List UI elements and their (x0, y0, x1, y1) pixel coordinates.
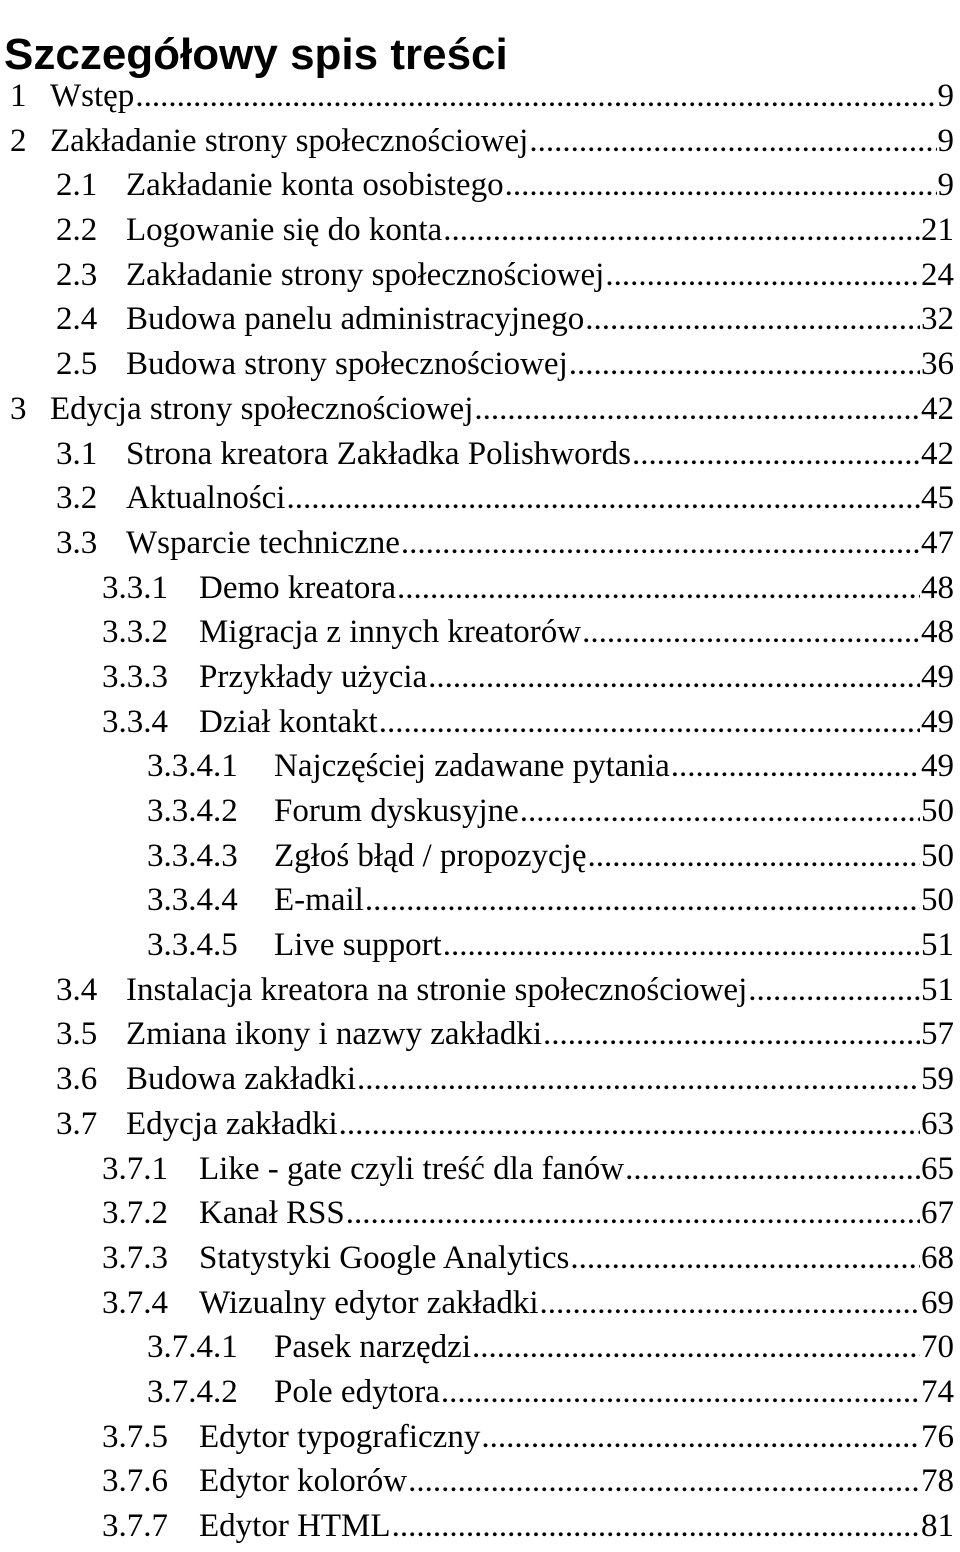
toc-entry-line (147, 1325, 954, 1370)
page-title: Szczegółowy spis treści (4, 30, 508, 80)
toc-entry-number: 3.3.4.3 (147, 837, 238, 874)
toc-entry[interactable] (0, 163, 960, 208)
dot-leader (443, 923, 920, 968)
toc-entry-number: 3.3 (56, 524, 98, 561)
toc-entry-number: 2.2 (56, 212, 98, 249)
dot-leader (472, 1325, 920, 1370)
dot-leader (582, 610, 920, 655)
toc-entry-title: Pole edytora (274, 1373, 440, 1410)
toc-entry[interactable] (0, 1012, 960, 1057)
toc-entry-page-number: 49 (921, 748, 954, 785)
toc-entry-page-number: 24 (921, 256, 954, 293)
toc-entry-number: 3.3.1 (102, 569, 168, 606)
toc-entry-title: Logowanie się do konta (126, 212, 443, 249)
dot-leader (135, 74, 936, 119)
toc-entry-title: Like - gate czyli treść dla fanów (199, 1150, 625, 1187)
toc-entry-number: 3.3.4.1 (147, 748, 238, 785)
toc-entry-line (10, 119, 954, 164)
toc-entry[interactable] (0, 610, 960, 655)
toc-entry-number: 2 (10, 122, 27, 159)
toc-entry-title: Dział kontakt (199, 703, 378, 740)
toc-entry-title: Budowa strony społecznościowej (126, 346, 568, 383)
dot-leader (339, 1102, 920, 1147)
dot-leader (357, 1057, 920, 1102)
toc-entry-page-number: 69 (921, 1284, 954, 1321)
dot-leader (543, 1012, 920, 1057)
toc-entry-title: Strona kreatora Zakładka Polishwords (126, 435, 631, 472)
dot-leader (540, 1281, 920, 1326)
toc-entry-line (102, 1191, 954, 1236)
dot-leader (346, 1191, 920, 1236)
toc-entry-line (56, 521, 954, 566)
toc-entry-number: 1 (10, 78, 27, 114)
toc-entry-title: Migracja z innych kreatorów (199, 614, 582, 651)
toc-entry-title: Statystyki Google Analytics (199, 1239, 570, 1276)
toc-entry-title: Wstęp (50, 78, 135, 114)
toc-entry-title: E-mail (274, 882, 364, 919)
toc-entry-line (102, 1281, 954, 1326)
toc-entry-page-number: 67 (921, 1195, 954, 1232)
toc-entry-number: 3.3.4.5 (147, 927, 238, 964)
toc-entry-page-number: 21 (921, 212, 954, 249)
toc-entry[interactable] (0, 744, 960, 789)
toc-entry-page-number: 63 (921, 1105, 954, 1142)
toc-entry-title: Kanał RSS (199, 1195, 345, 1232)
toc-entry-line (102, 1236, 954, 1281)
toc-entry-line (147, 834, 954, 879)
dot-leader (481, 1415, 920, 1460)
dot-leader (365, 878, 920, 923)
toc-entry-line (102, 1459, 954, 1504)
dot-leader (401, 521, 920, 566)
dot-leader (748, 968, 920, 1013)
toc-entry[interactable] (0, 74, 960, 119)
toc-entry-number: 3.7.5 (102, 1418, 168, 1455)
toc-entry-page-number: 76 (921, 1418, 954, 1455)
toc-entry-number: 3 (10, 390, 27, 427)
toc-entry-page-number: 9 (937, 78, 954, 114)
toc-entry[interactable] (0, 566, 960, 611)
toc-entry-title: Edytor HTML (199, 1508, 391, 1544)
toc-entry-title: Edycja zakładki (126, 1105, 338, 1142)
dot-leader (671, 744, 920, 789)
toc-entry-page-number: 48 (921, 614, 954, 651)
toc-entry-page-number: 50 (921, 837, 954, 874)
toc-entry-page-number: 68 (921, 1239, 954, 1276)
toc-entry-page-number: 78 (921, 1463, 954, 1500)
toc-entry-number: 3.2 (56, 480, 98, 517)
toc-entry[interactable] (0, 1191, 960, 1236)
toc-entry-number: 2.4 (56, 301, 98, 338)
toc-entry-line (102, 1415, 954, 1460)
toc-entry-line (56, 208, 954, 253)
toc-entry-number: 3.3.3 (102, 658, 168, 695)
toc-entry-number: 3.3.4.4 (147, 882, 238, 919)
toc-entry-number: 3.7.2 (102, 1195, 168, 1232)
toc-entry[interactable] (0, 789, 960, 834)
toc-entry[interactable] (0, 1370, 960, 1415)
toc-entry[interactable] (0, 208, 960, 253)
toc-entry-page-number: 36 (921, 346, 954, 383)
toc-entry-number: 3.7 (56, 1105, 98, 1142)
toc-entry[interactable] (0, 1459, 960, 1504)
toc-entry-line (102, 610, 954, 655)
toc-entry-number: 3.7.1 (102, 1150, 168, 1187)
toc-entry-page-number: 45 (921, 480, 954, 517)
toc-entry-title: Forum dyskusyjne (274, 793, 519, 829)
toc-entry-line (56, 1057, 954, 1102)
dot-leader (625, 1147, 920, 1192)
toc-entry-number: 2.1 (56, 167, 98, 204)
toc-entry-line (102, 655, 954, 700)
toc-entry-line (56, 968, 954, 1013)
toc-entry-line (147, 878, 954, 923)
toc-entry-title: Wsparcie techniczne (126, 524, 400, 561)
toc-entry-line (56, 476, 954, 521)
toc-entry-number: 3.7.4.2 (147, 1373, 238, 1410)
toc-entry-title: Zakładanie strony społecznościowej (126, 256, 605, 293)
toc-entry-page-number: 51 (921, 971, 954, 1008)
toc-entry[interactable] (0, 923, 960, 968)
toc-entry-page-number: 9 (937, 167, 954, 204)
toc-entry[interactable] (0, 1057, 960, 1102)
toc-entry-title: Instalacja kreatora na stronie społecznościowej (126, 971, 748, 1008)
toc-entry-number: 3.5 (56, 1016, 98, 1053)
toc-entry-line (147, 1370, 954, 1415)
toc-entry-number: 3.7.6 (102, 1463, 168, 1500)
toc-entry-number: 2.3 (56, 256, 98, 293)
toc-entry[interactable] (0, 700, 960, 745)
toc-entry[interactable] (0, 342, 960, 387)
toc-entry-page-number: 70 (921, 1329, 954, 1366)
toc-entry-page-number: 9 (937, 122, 954, 159)
toc-entry-line (102, 1504, 954, 1549)
toc-entry-number: 3.7.3 (102, 1239, 168, 1276)
toc-entry[interactable] (0, 1504, 960, 1549)
toc-entry-page-number: 74 (921, 1373, 954, 1410)
toc-entry-line (102, 700, 954, 745)
toc-entry-line (147, 789, 954, 834)
toc-entry-page-number: 42 (921, 435, 954, 472)
toc-entry-title: Wizualny edytor zakładki (199, 1284, 539, 1321)
toc-entry[interactable] (0, 253, 960, 298)
toc-entry-number: 2.5 (56, 346, 98, 383)
toc-entry-line (147, 744, 954, 789)
dot-leader (392, 1504, 920, 1549)
toc-entry-number: 3.4 (56, 971, 98, 1008)
toc-entry-title: Edycja strony społecznościowej (50, 390, 474, 427)
toc-entry[interactable] (0, 521, 960, 566)
toc-entry-number: 3.7.4 (102, 1284, 168, 1321)
toc-entry-line (147, 923, 954, 968)
toc-entry-line (102, 566, 954, 611)
toc-entry-page-number: 51 (921, 927, 954, 964)
toc-entry-line (56, 163, 954, 208)
toc-entry-line (56, 253, 954, 298)
toc-entry-page-number: 47 (921, 524, 954, 561)
dot-leader (443, 208, 920, 253)
toc-entry[interactable] (0, 968, 960, 1013)
toc-entry-title: Zmiana ikony i nazwy zakładki (126, 1016, 543, 1053)
toc-entry-title: Zakładanie konta osobistego (126, 167, 504, 204)
toc-entry[interactable] (0, 119, 960, 164)
dot-leader (585, 297, 920, 342)
toc-entry-line (56, 342, 954, 387)
toc-entry-title: Zakładanie strony społecznościowej (50, 122, 529, 159)
dot-leader (605, 253, 920, 298)
dot-leader (588, 834, 920, 879)
toc-entry[interactable] (0, 297, 960, 342)
dot-leader (379, 700, 920, 745)
toc-entry-page-number: 50 (921, 882, 954, 919)
dot-leader (397, 566, 920, 611)
toc-entry-page-number: 59 (921, 1061, 954, 1098)
dot-leader (505, 163, 937, 208)
toc-entry-title: Zgłoś błąd / propozycję (274, 837, 587, 874)
toc-entry-title: Najczęściej zadawane pytania (274, 748, 670, 785)
dot-leader (441, 1370, 920, 1415)
toc-entry-page-number: 32 (921, 301, 954, 338)
toc-entry-title: Pasek narzędzi (274, 1329, 471, 1366)
dot-leader (632, 432, 920, 477)
toc-entry-title: Budowa zakładki (126, 1061, 357, 1098)
toc-entry[interactable] (0, 1281, 960, 1326)
toc-entry-title: Budowa panelu administracyjnego (126, 301, 585, 338)
table-of-contents (0, 74, 960, 1549)
toc-entry-title: Edytor typograficzny (199, 1418, 481, 1455)
toc-entry-number: 3.3.4.2 (147, 793, 238, 829)
toc-entry-title: Aktualności (126, 480, 286, 517)
toc-entry-line (56, 1012, 954, 1057)
toc-entry-page-number: 50 (921, 793, 954, 829)
toc-entry-line (102, 1147, 954, 1192)
dot-leader (520, 789, 920, 834)
toc-entry-line (56, 1102, 954, 1147)
toc-entry-page-number: 81 (921, 1508, 954, 1544)
toc-entry-page-number: 42 (921, 390, 954, 427)
toc-entry-number: 3.3.4 (102, 703, 168, 740)
toc-entry-title: Demo kreatora (199, 569, 396, 606)
dot-leader (569, 342, 920, 387)
toc-entry[interactable] (0, 476, 960, 521)
toc-entry-line (10, 387, 954, 432)
toc-entry[interactable] (0, 1415, 960, 1460)
dot-leader (408, 1459, 920, 1504)
toc-entry-line (56, 297, 954, 342)
toc-entry[interactable] (0, 1147, 960, 1192)
toc-entry-number: 3.6 (56, 1061, 98, 1098)
dot-leader (286, 476, 920, 521)
toc-entry-page-number: 48 (921, 569, 954, 606)
dot-leader (529, 119, 936, 164)
toc-entry-number: 3.7.7 (102, 1508, 168, 1544)
toc-entry[interactable] (0, 387, 960, 432)
toc-entry-title: Edytor kolorów (199, 1463, 408, 1500)
toc-entry-page-number: 57 (921, 1016, 954, 1053)
dot-leader (474, 387, 920, 432)
toc-entry-number: 3.7.4.1 (147, 1329, 238, 1366)
toc-entry[interactable] (0, 1102, 960, 1147)
toc-entry-page-number: 65 (921, 1150, 954, 1187)
toc-entry-line (10, 74, 954, 119)
toc-entry-page-number: 49 (921, 703, 954, 740)
toc-entry[interactable] (0, 655, 960, 700)
toc-entry-number: 3.1 (56, 435, 98, 472)
toc-entry-line (56, 432, 954, 477)
toc-entry-title: Przykłady użycia (199, 658, 428, 695)
toc-entry-number: 3.3.2 (102, 614, 168, 651)
toc-entry[interactable] (0, 834, 960, 879)
toc-entry-page-number: 49 (921, 658, 954, 695)
toc-entry[interactable] (0, 1325, 960, 1370)
toc-entry[interactable] (0, 878, 960, 923)
toc-entry[interactable] (0, 1236, 960, 1281)
dot-leader (428, 655, 920, 700)
dot-leader (570, 1236, 920, 1281)
toc-entry-title: Live support (274, 927, 442, 964)
toc-entry[interactable] (0, 432, 960, 477)
